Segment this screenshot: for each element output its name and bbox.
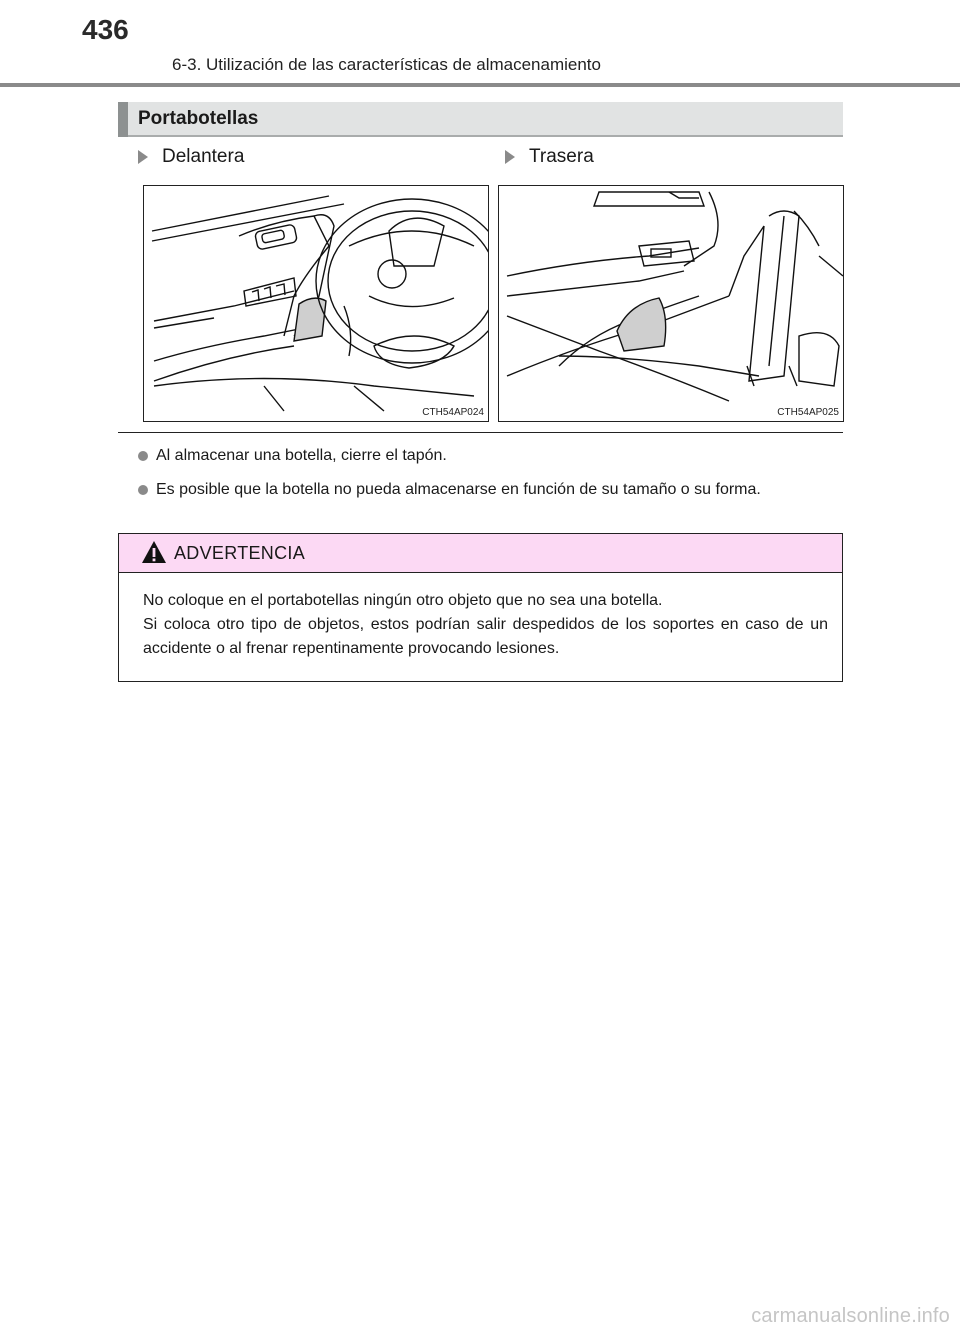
warning-triangle-icon — [141, 540, 167, 564]
header-rule — [0, 83, 960, 87]
content-divider — [118, 432, 843, 433]
front-door-illustration — [144, 186, 488, 421]
warning-box — [118, 533, 843, 682]
section-header — [118, 102, 843, 137]
warning-line: No coloque en el portabotellas ningún otro objeto que no sea una botella. — [143, 592, 663, 609]
note-text: Es posible que la botella no pueda almacenarse en función de su tamaño o su forma. — [156, 481, 761, 498]
warning-body — [143, 589, 828, 661]
section-title: Portabotellas — [138, 108, 259, 129]
bullet-dot-icon — [138, 485, 148, 495]
figure-rear-bottle-holder — [498, 185, 844, 422]
figure-label-text: Trasera — [529, 146, 594, 167]
figure-label-front — [138, 146, 244, 168]
bullet-dot-icon — [138, 451, 148, 461]
chapter-title: 6-3. Utilización de las características de almacenamiento — [172, 55, 601, 74]
section-accent — [118, 102, 128, 137]
warning-line: Si coloca otro tipo de objetos, estos podrían salir despedidos de los soportes en caso de un accidente o al frenar repentinamente provocando lesiones. — [143, 616, 828, 657]
rear-door-illustration — [499, 186, 843, 421]
watermark: carmanualsonline.info — [751, 1305, 950, 1327]
note-text: Al almacenar una botella, cierre el tapón. — [156, 447, 447, 464]
notes-list — [138, 444, 843, 512]
warning-header — [119, 534, 842, 573]
warning-title: ADVERTENCIA — [174, 543, 305, 563]
figure-label-text: Delantera — [162, 146, 245, 167]
figure-label-rear — [505, 146, 594, 168]
figure-front-bottle-holder — [143, 185, 489, 422]
triangle-bullet-icon — [505, 150, 515, 164]
list-item — [138, 478, 843, 502]
triangle-bullet-icon — [138, 150, 148, 164]
figure-code: CTH54AP024 — [422, 407, 484, 418]
figure-code: CTH54AP025 — [777, 407, 839, 418]
list-item — [138, 444, 843, 468]
page-number: 436 — [82, 14, 129, 45]
